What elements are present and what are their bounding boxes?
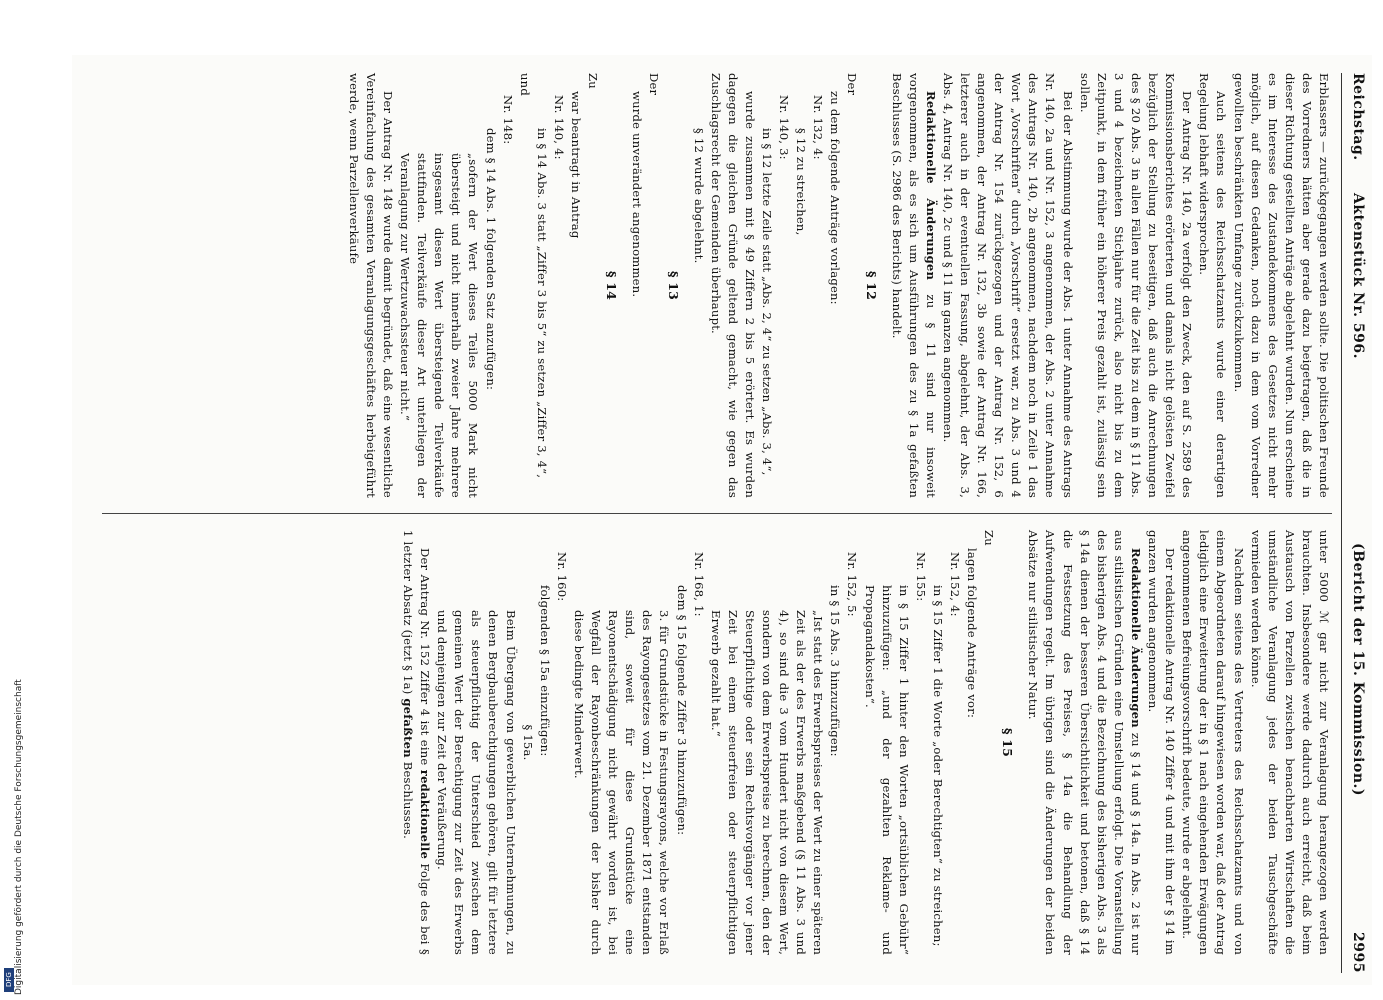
paragraph: und xyxy=(517,73,532,96)
paragraph: Nr. 152, 4: xyxy=(948,552,963,617)
paragraph: 3. für Grundstücke in Festungsrayons, welche vor Erlaß des Rayongesetzes vom 21. Dezember 1871 entstanden sind, soweit für diese Grundstücke eine Rayonentschädigung nicht gewährt worden ist, bei Wegfall der Rayonbeschränkungen der bisher durch diese bedingte Minderwert. xyxy=(571,610,672,955)
paragraph: war beantragt in Antrag xyxy=(569,91,584,239)
paragraph: Beim Übergang von gewerblichen Unternehmungen, zu denen Bergbauberechtigungen gehören, gilt für letztere als steuerpflichtig der Unterschied zwischen dem gemeinen Wert der Berechtigung zur Zeit des Erwerbs und demjenigen zur Zeit der Veräußerung. xyxy=(435,610,518,955)
paragraph: „sofern der Wert dieses Teiles 5000 Mark nicht übersteigt und nicht innerhalb zweier Jahre mehrere insgesamt diesen Wert übersteigende Teilverkäufe stattfinden. Teilverkäufe dieser Art unterliegen der Veranlagung zur Wertzuwachssteuer nicht.“ xyxy=(398,153,481,498)
paragraph: in § 12 letzte Zeile statt „Abs. 2, 4“ zu setzen „Abs. 3, 4“, xyxy=(760,128,774,476)
header-reichstag: Reichstag. xyxy=(1350,73,1366,161)
paragraph: zu dem folgende Anträge vorlagen: xyxy=(828,91,843,305)
digitization-note xyxy=(0,0,24,1000)
column-divider xyxy=(102,513,1332,514)
paragraph: in § 15 Abs. 3 hinzuzufügen: xyxy=(828,585,843,757)
paragraph: dem § 15 folgende Ziffer 3 hinzuzufügen: xyxy=(674,585,689,836)
document-page xyxy=(72,55,1372,985)
paragraph: Nr. 155: xyxy=(913,552,928,602)
header-report-title: (Bericht der 15. Kommission.) xyxy=(1350,543,1366,797)
paragraph: in § 15 Ziffer 1 hinter den Worten „ortsüblichen Gebühr“ hinzuzufügen: „und der gezahlten Reklame- und Propagandakosten“. xyxy=(862,585,911,955)
paragraph: Bei der Abstimmung wurde der Abs. 1 unter Annahme des Antrags Nr. 140, 2a und Nr. 152, 3 angenommen, der Abs. 2 unter Annahme des Antrags Nr. 140, 2b angenommen, nachdem noch in Zeile 1 das Wort „Vorschriften“ durch „Vorschrift“ ersetzt war, zu Abs. 3 und 4 der Antrag Nr. 154 zurückgezogen und der Antrag Nr. 152, 6 angenommen, der Antrag Nr. 132, 3b sowie der Antrag Nr. 166, letzterer auch in der eventuellen Fassung, abgelehnt, der Abs. 3, Abs. 4, Antrag Nr. 140, 2c und § 11 im ganzen angenommen. xyxy=(940,73,1075,498)
paragraph: Nr. 140, 4: xyxy=(551,95,566,160)
paragraph: Auch seitens des Reichsschatzamts wurde einer derartigen Regelung lebhaft widersprochen. xyxy=(1197,73,1229,498)
paragraph: Nr. 140, 3: xyxy=(777,95,792,160)
header-rule xyxy=(1341,73,1342,973)
left-column xyxy=(102,73,1332,498)
page-number: 2995 xyxy=(1350,932,1366,973)
paragraph: § 15a. xyxy=(520,724,535,761)
paragraph: Nachdem seitens des Vertreters des Reichsschatzamts und von einem Abgeordneten darauf hingewiesen worden war, daß der Antrag lediglich eine Erweiterung der in § 1 nach eingehenden Erwägungen angenommenen Befreiungsvorschrift bedeute, wurde er abgelehnt. xyxy=(1180,530,1246,956)
right-column xyxy=(102,530,1332,955)
paragraph: Nr. 168, 1: xyxy=(691,552,706,617)
paragraph: Der redaktionelle Antrag Nr. 140 Ziffer 4 und mit ihm der § 14 im ganzen wurden angenommen. xyxy=(1146,530,1178,955)
paragraph: Nr. 160: xyxy=(554,552,569,602)
dfg-logo: DFG xyxy=(4,968,14,992)
paragraph: in § 15 Ziffer 1 die Worte „oder Berechtigten“ zu streichen; xyxy=(930,585,945,947)
paragraph: Zu xyxy=(982,530,997,546)
paragraph: Redaktionelle Änderungen zu § 14 und § 14a. In Abs. 2 ist nur aus stilistischen Gründen eine Umstellung erfolgt. Die Voranstellung des bisherigen Abs. 4 und die Bezeichnung des bisherigen Abs. 3 als § 14a dienen der besseren Übersichtlichkeit und betonen, daß § 14 die Festsetzung des Preises, § 14a die Behandlung der Aufwendungen regelt. Im übrigen sind die Änderungen der beiden Absätze nur stilistischer Natur. xyxy=(1026,530,1143,955)
section-heading: § 15 xyxy=(1000,727,1016,758)
digitization-note-text: Digitalisierung gefördert durch die Deutsche Forschungsgemeinschaft xyxy=(14,679,24,995)
paragraph: wurde unverändert angenommen. xyxy=(630,91,645,298)
paragraph: unter 5000 ℳ gar nicht zur Veranlagung herangezogen werden brauchten. Insbesondere werde dadurch auch erreicht, daß beim Austausch von Parzellen zwischen benachbarten Wirtschaften die umständliche Veranlagung jedes der beiden Tauschgeschäfte vermieden werden könne. xyxy=(1248,530,1331,955)
section-heading: § 13 xyxy=(665,270,681,301)
paragraph: § 12 zu streichen, xyxy=(794,128,809,236)
rotated-page-content xyxy=(72,55,1372,985)
section-heading: § 14 xyxy=(604,270,620,301)
paragraph: Der xyxy=(647,73,662,96)
header-aktenstueck: Aktenstück Nr. 596. xyxy=(1350,193,1366,359)
paragraph: dem § 14 Abs. 1 folgenden Satz anzufügen: xyxy=(483,128,498,391)
paragraph: „Ist statt des Erwerbspreises der Wert zu einer späteren Zeit als der des Erwerbs maßgebend (§ 11 Abs. 3 und 4), so sind die 3 vom Hundert nicht von diesem Wert, sondern von dem Erwerbspreise zu berechnen, den der Steuerpflichtige oder sein Rechtsvorgänger vor jener Zeit bei einem steuerfreien oder steuerpflichtigen Erwerb gezahlt hat.“ xyxy=(708,610,826,955)
section-heading: § 12 xyxy=(863,270,879,301)
page-header xyxy=(1344,73,1366,973)
paragraph: in § 14 Abs. 3 statt „Ziffer 3 bis 5“ zu setzen „Ziffer 3, 4“, xyxy=(534,128,549,479)
paragraph: wurde zusammen mit § 49 Ziffern 2 bis 5 erörtert. Es wurden dagegen die gleichen Gründe geltend gemacht, wie gegen das Zuschlagsrecht der Gemeinden überhaupt. xyxy=(708,73,757,498)
paragraph: Erblassers — zurückgegangen werden sollte. Die politischen Freunde des Vorredners hätten aber gerade dazu beigetragen, daß die in dieser Richtung gestellten Anträge abgelehnt wurden. Nun erscheine es im Interesse des Zustandekommens des Gesetzes nicht mehr möglich, auf diesen Gedanken, noch dazu in dem vom Vorredner gewollten beschränkten Umfange zurückzukommen. xyxy=(1231,73,1331,498)
paragraph: Nr. 148: xyxy=(500,95,515,145)
paragraph: Redaktionelle Änderungen zu § 11 sind nur insoweit vorgenommen, als es sich um Ausführungen des zu § 1a gefaßten Beschlusses (S. 2986 des Berichts) handelt. xyxy=(889,73,938,498)
paragraph: Der Antrag Nr. 140, 2a verfolgt den Zweck, den auf S. 2589 des Kommissionsberichtes erörterten und damals nicht gelösten Zweifel bezüglich der Stellung zu beseitigen, daß auch die Anrechnungen des § 20 Abs. 3 in allen Fällen nur für die Zeit bis zu dem in § 11 Abs. 3 und 4 bezeichneten Stichjahre zurück, also nicht bis zu dem Zeitpunkt, in dem früher ein höherer Preis gezahlt ist, zulässig sein sollen. xyxy=(1077,73,1195,498)
paragraph: Der Antrag Nr. 148 wurde damit begründet, daß eine wesentliche Vereinfachung des gesamten Veranlagungsgeschäftes herbeigeführt werde, wenn Parzellenverkäufe xyxy=(346,73,396,498)
paragraph: § 12 wurde abgelehnt. xyxy=(691,128,706,264)
paragraph: Der Antrag Nr. 152 Ziffer 4 ist eine redaktionelle Folge des bei § 1 letzter Absatz (jetzt § 1a) gefaßten Beschlusses. xyxy=(401,530,433,956)
paragraph: lagen folgende Anträge vor: xyxy=(965,548,980,719)
paragraph: Nr. 152, 5: xyxy=(845,552,860,617)
paragraph: Der xyxy=(845,73,860,96)
paragraph: Zu xyxy=(586,73,601,89)
paragraph: folgenden § 15a einzufügen: xyxy=(537,585,552,757)
paragraph: Nr. 132, 4: xyxy=(811,95,826,160)
